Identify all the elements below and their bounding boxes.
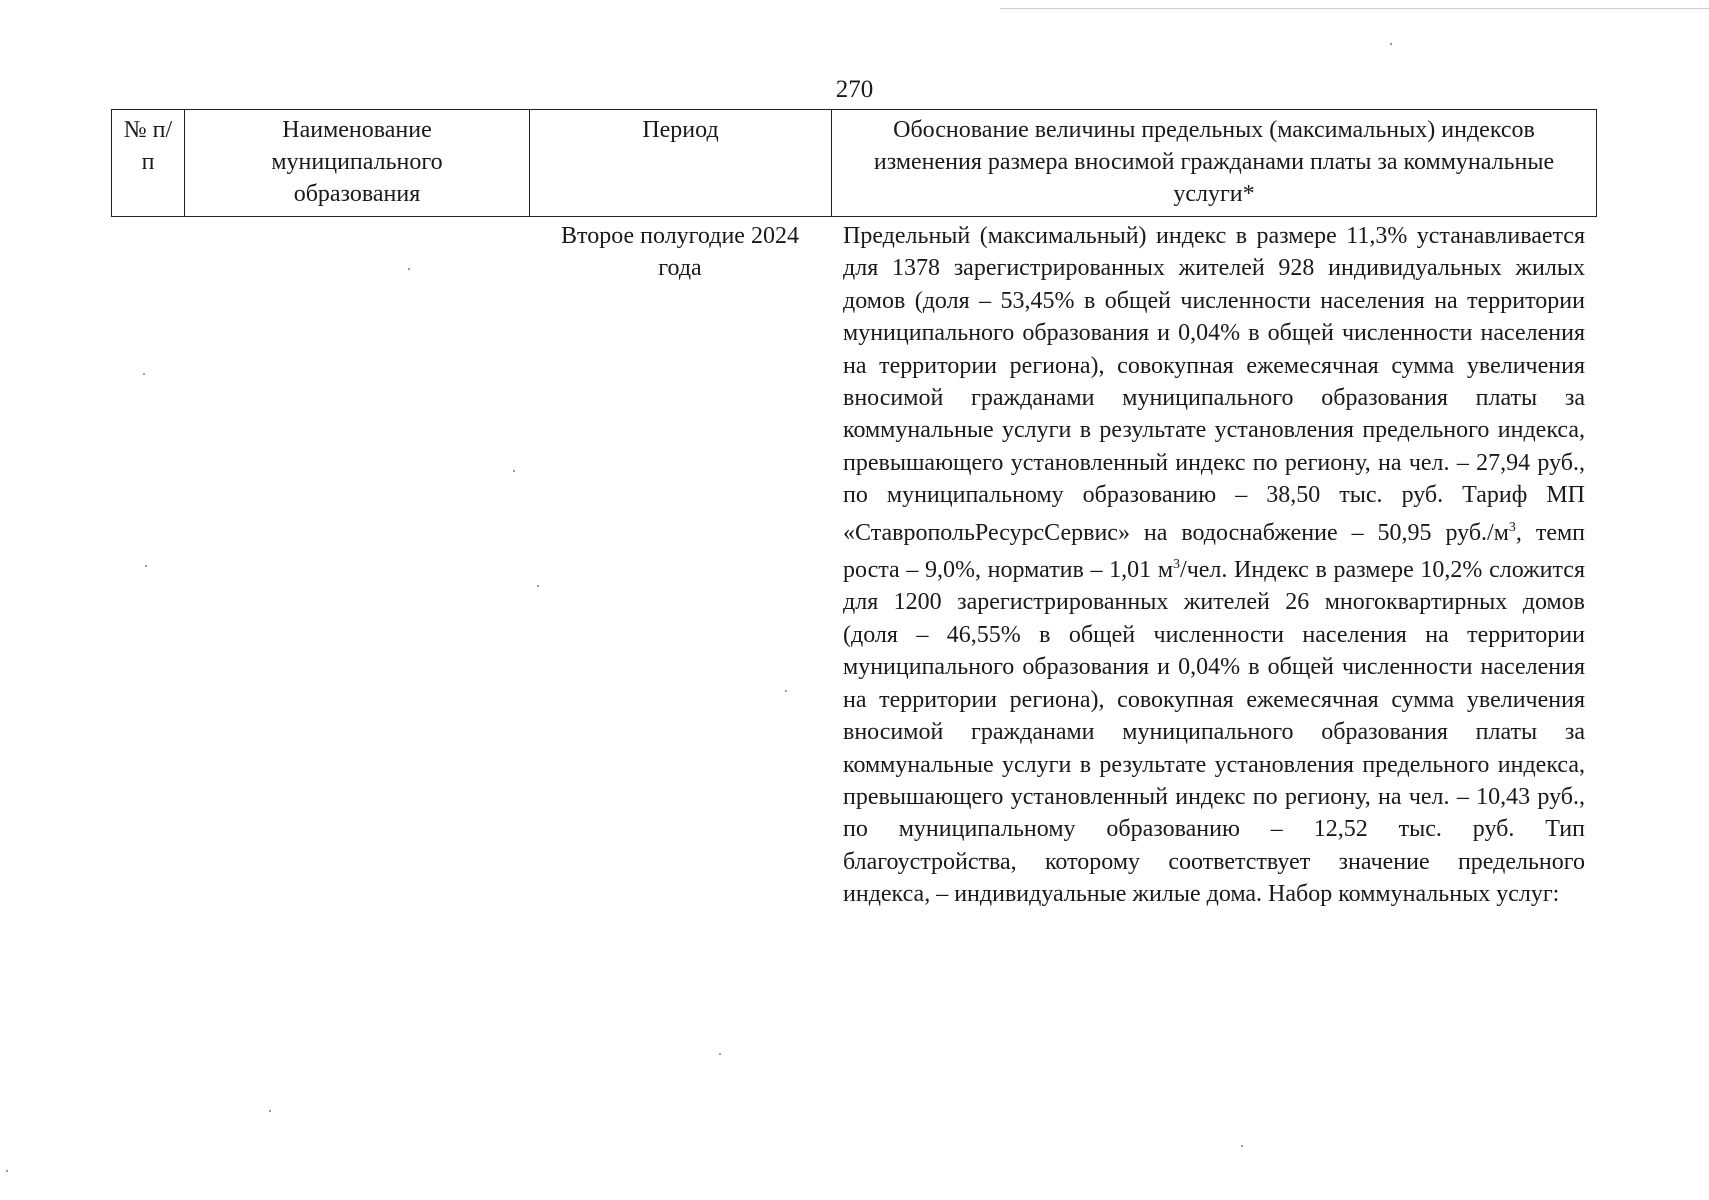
- page-number: 270: [835, 76, 874, 103]
- scan-speck: [6, 1170, 8, 1172]
- header-col-number: № п/п: [112, 110, 185, 216]
- header-col-period: Период: [530, 110, 832, 216]
- table-header: [111, 109, 1597, 217]
- superscript-cubic: 3: [1173, 557, 1181, 573]
- scan-speck: [143, 373, 145, 375]
- scan-speck: [145, 565, 147, 567]
- header-col-municipality: Наименование муниципального образования: [185, 110, 530, 216]
- justification-paragraph: [843, 220, 1585, 911]
- scan-speck: [408, 268, 410, 270]
- scan-speck: [1390, 43, 1392, 45]
- justification-text-part-2: , темп роста – 9,0%, норматив – 1,01 м: [843, 519, 1585, 584]
- row-justification: [843, 220, 1585, 911]
- justification-text-part-3: /чел. Индекс в размере 10,2% сложится для 1200 зарегистрированных жителей 26 многоквартирных домов (доля – 46,55% в общей численности населения на территории муниципального образования и 0,04% в общей численности населения на территории региона), совокупная ежемесячная сумма увеличения вносимой гражданами муниципального образования платы за коммунальные услуги в результате установления предельного индекса, превышающего установленный индекс по региону, на чел. – 10,43 руб., по муниципальному образованию – 12,52 тыс. руб. Тип благоустройства, которому соответствует значение предельного индекса, – индивидуальные жилые дома. Набор коммунальных услуг:: [843, 557, 1585, 908]
- scan-speck: [785, 690, 787, 692]
- justification-text-part-1: Предельный (максимальный) индекс в размере 11,3% устанавливается для 1378 зарегистрированных жителей 928 индивидуальных жилых домов (доля – 53,45% в общей численности населения на территории муниципального образования и 0,04% в общей численности населения на территории региона), совокупная ежемесячная сумма увеличения вносимой гражданами муниципального образования платы за коммунальные услуги в результате установления предельного индекса, превышающего установленный индекс по региону, на чел. – 27,94 руб., по муниципальному образованию – 38,50 тыс. руб. Тариф МП «СтавропольРесурсСервис» на водоснабжение – 50,95 руб./м: [843, 223, 1585, 546]
- header-col-justification: Обоснование величины предельных (максимальных) индексов изменения размера вносимой гражданами платы за коммунальные услуги*: [873, 117, 1555, 207]
- scan-artifact-line: [1000, 0, 1709, 9]
- scan-speck: [1241, 1145, 1243, 1147]
- row-period: Второе полугодие 2024 года: [561, 223, 799, 281]
- superscript-cubic: 3: [1508, 519, 1516, 535]
- scan-speck: [537, 585, 539, 587]
- scan-speck: [269, 1110, 271, 1112]
- scan-speck: [719, 1053, 721, 1055]
- scan-speck: [513, 470, 515, 472]
